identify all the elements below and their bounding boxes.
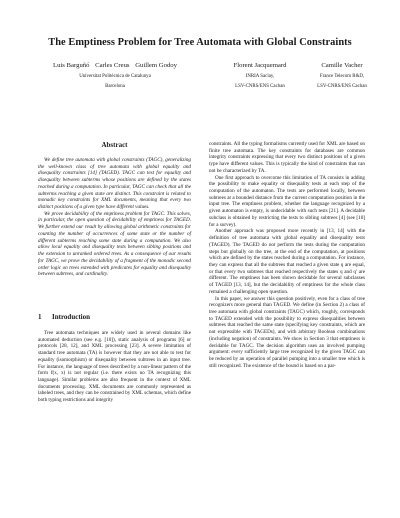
abstract-heading: Abstract [101, 141, 128, 149]
section-heading-introduction [38, 313, 191, 321]
body-paragraph: constraints. All the typing formalisms currently used for XML are based on finite tree automata. The key constraints for databases are common integrity constraints expressing that every two distinct positions of a given type have different values. This is typically the kind of constraints that can not be characterized by TA. [209, 141, 365, 174]
body-paragraph: Another approach was proposed more recently in [13, 14] with the definition of tree automata with global equality and disequality tests (TAGED). The TAGED do not perform the tests during the computation steps but globally on the tree, at the end of the computation, at positions which are defined by the states reached during a computation. For instance, they can express that all the subtrees that reached a given state q are equal, or that every two subtrees that reached respectively the states q and q′ are different. The emptiness has been shown decidable for several subclasses of TAGED [13, 14], but the decidability of emptiness for the whole class remained a challenging open question. [209, 228, 365, 295]
author-group-upc [53, 61, 177, 92]
section-title: Introduction [52, 313, 90, 321]
body-paragraph: In this paper, we answer this question positively, even for a class of tree recognizers more general than TAGED. We define (in Section 2) a class of tree automata with global constraints (TAGC) which, roughly, corresponds to TAGED extended with the possibility to express disequalities between subtrees that reached the same state (specifying key constraints, which are not expressible with TAGEDs), and with arbitrary Boolean combinations (including negation) of constraints. We show in Section 3 that emptiness is decidable for TAGC. The decision algorithm uses an involved pumping argument: every sufficiently large tree recognized by the given TAGC can be reduced by an operation of parallel pumping into a smaller tree which is still recognized. The existence of the bound is based on a par- [209, 295, 365, 369]
abstract-body [38, 157, 191, 278]
section-number: 1 [38, 313, 42, 321]
body-paragraph: One first approach to overcome this limitation of TA consists in adding the possibility to make equality or disequality tests at each step of the computation of the automaton. The tests are performed locally, between subtrees at a bounded distance from the current computation position in the input tree. The emptiness problem, whether the language recognized by a given automaton is empty, is undecidable with such tests [21]. A decidable subclass is obtained by restricting the tests to sibling subtrees [4] (see [10] for a survey). [209, 174, 365, 228]
paper-title: The Emptiness Problem for Tree Automata with Global Constraints [48, 37, 352, 48]
author-name: Camille Vacher [321, 62, 363, 69]
author-name: Luis Barguñó [53, 62, 90, 69]
author-affiliation: Universitat Politècnica de Catalunya [79, 73, 151, 79]
author-name: Florent Jacquemard [233, 62, 287, 69]
body-paragraph: Tree automata techniques are widely used in several domains like automated deduction (see e.g. [10]), static analysis of programs [6] or protocols [28, 12], and XML processing [23]. A severe limitation of standard tree automata (TA) is however that they are not able to test for equality (isomorphism) or disequality between subtrees in an input tree. For instance, the language of trees described by a non-linear pattern of the form f(x, x) is not regular (i.e. there exists no TA recognizing this language). Similar problems are also frequent in the context of XML documents processing. XML documents are commonly represented as labeled trees, and they can be constrained by XML schemas, which define both typing restrictions and integrity [38, 330, 191, 404]
author-name: Guillem Godoy [135, 62, 177, 69]
author-camille-vacher [297, 61, 387, 92]
author-florent-jacquemard [215, 61, 305, 92]
abstract-paragraph: We define tree automata with global constraints (TAGC), generalizing the well-known class of tree automata with global equality and disequality constraints [14] (TAGED). TAGC can test for equality and disequality between subterms whose positions are defined by the states reached during a computation. In particular, TAGC can check that all the subterms reaching a given state are distinct. This constraint is related to monadic key constraints for XML documents, meaning that every two distinct positions of a given type have different values. [38, 157, 191, 211]
abstract-paragraph: We prove decidability of the emptiness problem for TAGC. This solves, in particular, the open question of decidability of emptiness for TAGED. We further extend our result by allowing global arithmetic constraints for counting the number of occurrences of some state or the number of different subterms reaching some state during a computation. We also allow local equality and disequality tests between sibling positions and the extension to unranked ordered trees. As a consequence of our results for TAGC, we prove the decidability of a fragment of the monadic second order logic on trees extended with predicates for equality and disequality between subtrees, and cardinality. [38, 210, 191, 278]
author-name: Carles Creus [95, 62, 130, 69]
author-affiliation-lab: LSV-CNRS/ENS Cachan [235, 83, 285, 89]
author-affiliation-lab: LSV-CNRS/ENS Cachan [317, 83, 367, 89]
introduction-body [38, 330, 191, 404]
right-column [209, 141, 365, 369]
author-affiliation: France Telecom R&D, [319, 73, 365, 79]
author-affiliation-city: Barcelona [105, 83, 125, 89]
author-names [53, 61, 177, 72]
author-affiliation: INRIA Saclay, [245, 73, 275, 79]
